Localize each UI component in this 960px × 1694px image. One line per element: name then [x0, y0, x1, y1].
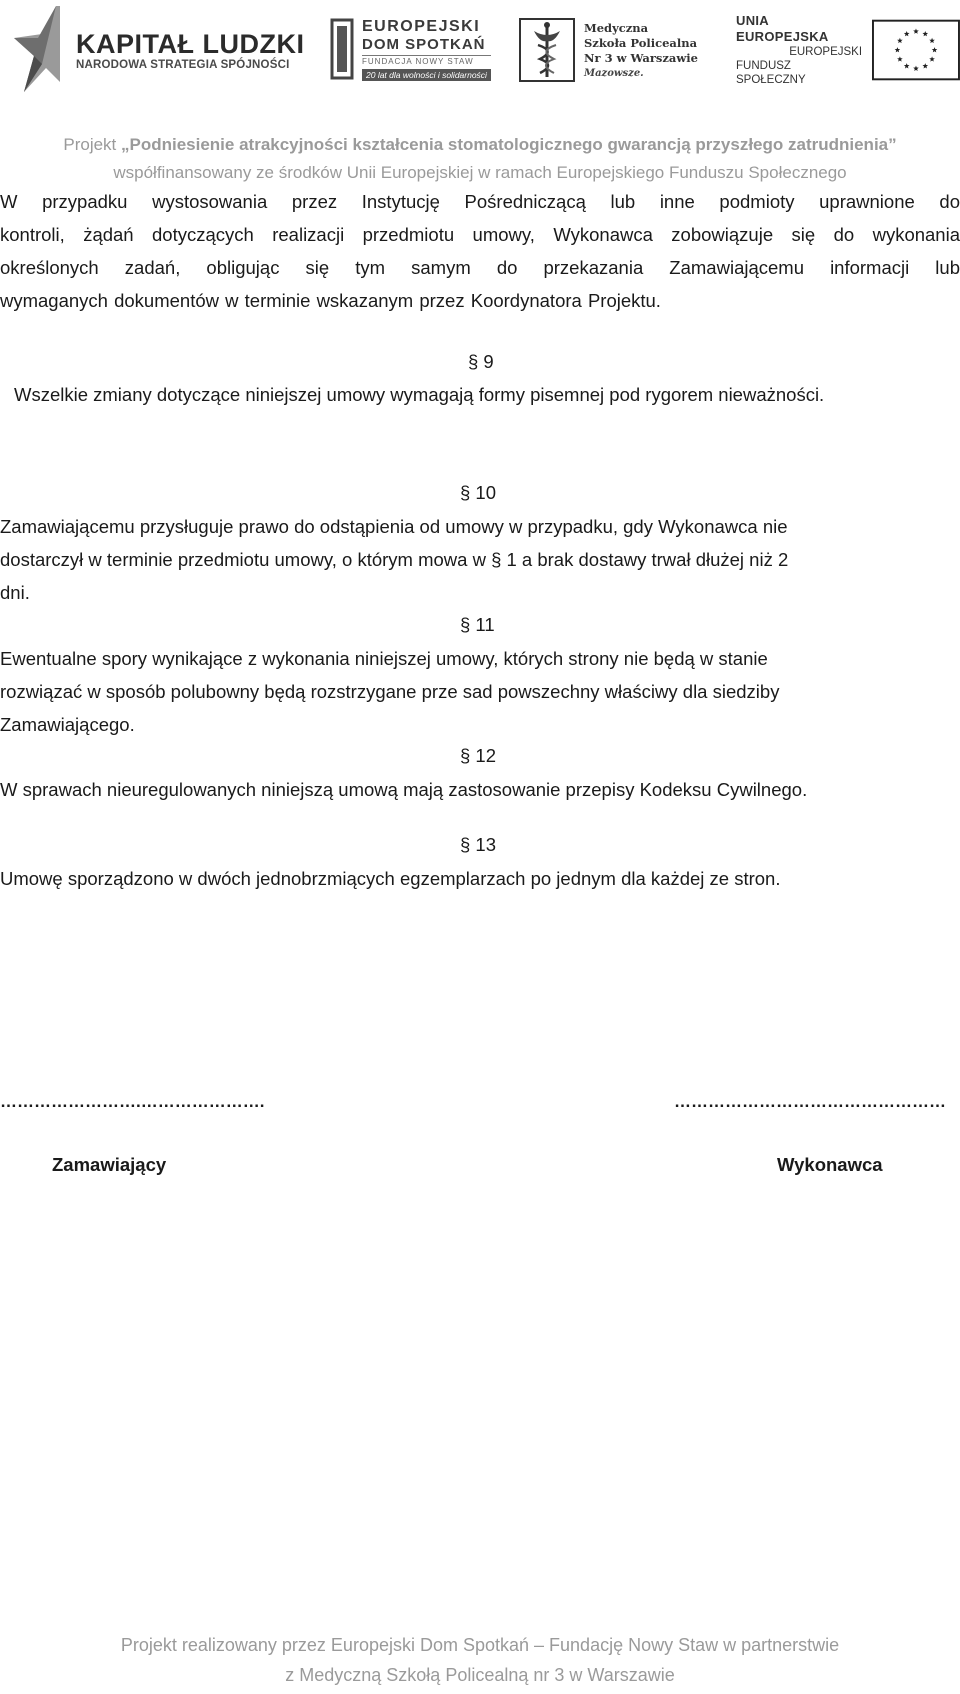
project-cofinance-line: współfinansowany ze środków Unii Europejskiej w ramach Europejskiego Funduszu Społecznego [113, 163, 847, 182]
section-11-heading: § 11 [460, 614, 495, 635]
eds-line1: EUROPEJSKI [362, 17, 481, 35]
europejski-dom-spotkan-logo [330, 14, 491, 84]
project-title-line [0, 135, 960, 155]
msp-line2: Szkoła Policealna [584, 36, 698, 50]
eds-line3: FUNDACJA NOWY STAW [362, 55, 491, 66]
section-10-line: Zamawiającemu przysługuje prawo do odstąpienia od umowy w przypadku, gdy Wykonawca nie [0, 516, 788, 537]
para1-line: określonych zadań, obligując się tym samym do przekazania Zamawiającemu informacji lub [0, 257, 960, 278]
section-9-text: Wszelkie zmiany dotyczące niniejszej umowy wymagają formy pisemnej pod rygorem nieważności. [14, 384, 825, 405]
kapital-ludzki-star-icon [4, 4, 62, 96]
signature-line-right: ………………………………………… [674, 1092, 946, 1111]
msp-line3: Nr 3 w Warszawie [584, 51, 698, 65]
eds-line2: DOM SPOTKAŃ [362, 35, 486, 53]
ue-line2: EUROPEJSKI [789, 46, 863, 58]
section-11-line: Zamawiającego. [0, 714, 135, 735]
section-10-line: dostarczył w terminie przedmiotu umowy, o którym mowa w § 1 a brak dostawy trwał dłużej niż 2 [0, 549, 789, 570]
footer-line1: Projekt realizowany przez Europejski Dom Spotkań – Fundację Nowy Staw w partnerstwie [120, 1635, 840, 1655]
medyczna-szkola-logo [518, 14, 698, 86]
section-10-line: dni. [0, 582, 30, 603]
section-13-heading: § 13 [460, 834, 497, 855]
kapital-ludzki-logo [4, 4, 304, 96]
ue-line3: FUNDUSZ SPOŁECZNY [736, 60, 806, 86]
msp-line1: Medyczna [584, 21, 649, 35]
caduceus-crest-icon [518, 17, 576, 83]
para1-line: wymaganych dokumentów w terminie wskazanym przez Koordynatora Projektu. [0, 290, 661, 311]
section-11-text [0, 642, 935, 741]
header-logos [0, 0, 960, 100]
section-10-text [0, 510, 935, 609]
unia-europejska-logo [736, 13, 960, 86]
section-12-text: W sprawach nieuregulowanych niniejszą umową mają zastosowanie przepisy Kodeksu Cywilnego. [0, 779, 808, 800]
project-title: „Podniesienie atrakcyjności kształcenia stomatologicznego gwarancją przyszłego zatrudnienia” [121, 135, 897, 154]
section-11-line: rozwiązać w sposób polubowny będą rozstrzygane prze sad powszechny właściwy dla siedziby [0, 681, 780, 702]
eds-line4: 20 lat dla wolności i solidarności [362, 69, 491, 81]
section-10-heading: § 10 [460, 482, 497, 503]
section-13-text: Umowę sporządzono w dwóch jednobrzmiących egzemplarzach po jednym dla każdej ze stron. [0, 868, 781, 889]
section-12-heading: § 12 [460, 745, 497, 766]
para1-line: W przypadku wystosowania przez Instytucję Pośredniczącą lub inne podmioty uprawnione do [0, 191, 960, 212]
project-prefix: Projekt [63, 135, 121, 154]
paragraph-control [0, 185, 960, 317]
kapital-ludzki-title: KAPITAŁ LUDZKI [76, 29, 305, 59]
section-11-line: Ewentualne spory wynikające z wykonania niniejszej umowy, których strony nie będą w stanie [0, 648, 768, 669]
eds-door-icon [330, 18, 354, 80]
signature-line-left: …………………….…………………. [0, 1092, 265, 1111]
mazowsze-logo-text: Mazowsze. [584, 68, 644, 79]
ue-line1: UNIA EUROPEJSKA [736, 13, 829, 44]
footer-line2: z Medyczną Szkołą Policealną nr 3 w Warszawie [285, 1665, 675, 1685]
eu-flag-icon [872, 19, 960, 81]
kapital-ludzki-subtitle: NARODOWA STRATEGIA SPÓJNOŚCI [76, 59, 290, 71]
signature-label-zamawiajacy: Zamawiający [52, 1154, 167, 1175]
section-9-heading: § 9 [468, 351, 494, 372]
signature-label-wykonawca: Wykonawca [777, 1154, 883, 1175]
para1-line: kontroli, żądań dotyczących realizacji przedmiotu umowy, Wykonawca zobowiązuje się do wykonania [0, 224, 960, 245]
